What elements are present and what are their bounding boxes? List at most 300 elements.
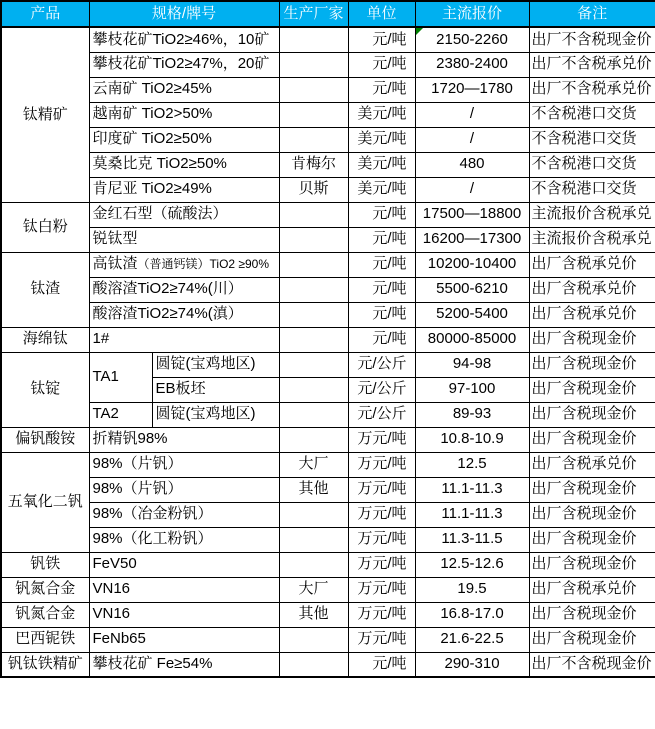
cell-text: 出厂含税承兑价 [531, 305, 637, 323]
cell-text: 元/吨 [372, 80, 407, 98]
table-row [1, 52, 655, 77]
cell-text: 偏钒酸铵 [15, 430, 76, 448]
cell-text: 酸溶渣TiO2≥74%(滇） [92, 305, 243, 323]
cell-unit [348, 52, 415, 77]
cell-note [529, 102, 655, 127]
cell-spec [89, 402, 152, 427]
table-row [1, 102, 655, 127]
cell-text: FeV50 [92, 555, 137, 573]
cell-text: 98%（冶金粉钒） [92, 505, 213, 523]
cell-note [529, 52, 655, 77]
cell-price [415, 427, 529, 452]
cell-spec [89, 652, 279, 677]
cell-spec [89, 577, 279, 602]
cell-spec [89, 327, 279, 352]
cell-text: 其他 [298, 480, 329, 498]
cell-price [415, 477, 529, 502]
cell-note [529, 452, 655, 477]
cell-note [529, 302, 655, 327]
cell-text: 莫桑比克 TiO2≥50% [92, 155, 227, 173]
cell-product [1, 552, 89, 577]
header-cell: 备注 [529, 1, 655, 27]
table-row [1, 152, 655, 177]
cell-unit [348, 127, 415, 152]
cell-spec [89, 552, 279, 577]
table-row [1, 527, 655, 552]
cell-price [415, 502, 529, 527]
cell-text: 出厂含税承兑价 [531, 280, 637, 298]
cell-text: 1720—1780 [431, 80, 513, 98]
table-row [1, 577, 655, 602]
cell-text: 不含税港口交货 [531, 155, 637, 173]
cell-spec [89, 27, 279, 52]
cell-text: 攀枝花矿TiO2≥46%，10矿 [92, 30, 270, 48]
cell-text: 万元/吨 [357, 605, 407, 623]
cell-spec [89, 152, 279, 177]
cell-text: 万元/吨 [357, 505, 407, 523]
cell-text-small: （普通钙镁）TiO2 ≥90% [137, 257, 270, 272]
cell-text: 万元/吨 [357, 430, 407, 448]
table-row [1, 627, 655, 652]
cell-mfr [279, 452, 348, 477]
cell-spec2 [152, 402, 279, 427]
table-row [1, 552, 655, 577]
cell-text: 圆锭(宝鸡地区) [155, 405, 256, 423]
cell-note [529, 477, 655, 502]
cell-text: 16.8-17.0 [440, 605, 504, 623]
cell-note [529, 27, 655, 52]
cell-spec [89, 302, 279, 327]
cell-price [415, 302, 529, 327]
cell-unit [348, 27, 415, 52]
cell-text: 出厂含税现金价 [531, 530, 637, 548]
cell-text: 元/公斤 [357, 355, 407, 373]
cell-unit [348, 352, 415, 377]
cell-text: 攀枝花矿TiO2≥47%，20矿 [92, 55, 270, 73]
cell-mfr [279, 352, 348, 377]
cell-unit [348, 527, 415, 552]
cell-unit [348, 252, 415, 277]
cell-text: 480 [459, 155, 485, 173]
cell-text: 元/吨 [372, 305, 407, 323]
cell-unit [348, 277, 415, 302]
cell-text: 肯梅尔 [291, 155, 337, 173]
cell-mfr [279, 327, 348, 352]
cell-price [415, 52, 529, 77]
cell-mfr [279, 77, 348, 102]
cell-text: 万元/吨 [357, 630, 407, 648]
cell-text: 19.5 [457, 580, 487, 598]
cell-text: 出厂不含税承兑价 [531, 80, 652, 98]
cell-text: 高钛渣 [92, 255, 138, 273]
table-row [1, 252, 655, 277]
cell-note [529, 652, 655, 677]
cell-price [415, 177, 529, 202]
table-header [1, 1, 655, 27]
cell-text: 元/公斤 [357, 405, 407, 423]
cell-text: 98%（化工粉钒） [92, 530, 213, 548]
cell-price [415, 27, 529, 52]
cell-product [1, 627, 89, 652]
cell-mfr [279, 627, 348, 652]
cell-price [415, 327, 529, 352]
cell-text: 主流报价含税承兑 [531, 230, 652, 248]
cell-text: 出厂不含税现金价 [531, 30, 652, 48]
cell-text: 印度矿 TiO2≥50% [92, 130, 212, 148]
table-row [1, 452, 655, 477]
cell-unit [348, 502, 415, 527]
table-row [1, 652, 655, 677]
cell-price [415, 627, 529, 652]
cell-mfr [279, 602, 348, 627]
cell-price [415, 377, 529, 402]
cell-text: 出厂含税现金价 [531, 630, 637, 648]
cell-text: 11.1-11.3 [441, 480, 503, 498]
cell-text: 美元/吨 [357, 180, 407, 198]
cell-text: 五氧化二钒 [7, 492, 83, 510]
header-cell: 单位 [348, 1, 415, 27]
cell-mfr [279, 277, 348, 302]
cell-price [415, 552, 529, 577]
cell-text: 元/吨 [372, 55, 407, 73]
table-body [1, 27, 655, 677]
cell-price [415, 227, 529, 252]
cell-text: 出厂含税现金价 [531, 430, 637, 448]
cell-unit [348, 302, 415, 327]
cell-text: 97-100 [448, 380, 496, 398]
cell-unit [348, 652, 415, 677]
cell-mfr [279, 302, 348, 327]
table-row [1, 427, 655, 452]
cell-spec [89, 477, 279, 502]
cell-text: 元/吨 [372, 255, 407, 273]
cell-text: 出厂含税现金价 [531, 330, 637, 348]
cell-product [1, 327, 89, 352]
cell-spec [89, 202, 279, 227]
cell-text: 大厂 [298, 455, 329, 473]
cell-spec [89, 227, 279, 252]
cell-text: 11.1-11.3 [441, 505, 503, 523]
cell-price [415, 252, 529, 277]
cell-text: 万元/吨 [357, 455, 407, 473]
cell-text: 21.6-22.5 [440, 630, 504, 648]
cell-mfr [279, 402, 348, 427]
cell-text: 金红石型（硫酸法） [92, 205, 228, 223]
table-row [1, 27, 655, 52]
table-row [1, 77, 655, 102]
cell-mfr [279, 127, 348, 152]
cell-text: 元/吨 [372, 205, 407, 223]
cell-text: VN16 [92, 580, 131, 598]
cell-text: 出厂含税现金价 [531, 555, 637, 573]
cell-price [415, 577, 529, 602]
cell-unit [348, 77, 415, 102]
cell-note [529, 227, 655, 252]
cell-spec [89, 177, 279, 202]
cell-unit [348, 402, 415, 427]
cell-spec [89, 627, 279, 652]
cell-text: 17500—18800 [422, 205, 522, 223]
cell-text: 美元/吨 [357, 130, 407, 148]
header-row [1, 1, 655, 27]
cell-text: 钛渣 [30, 280, 61, 298]
cell-text: 钒铁 [30, 555, 61, 573]
cell-price [415, 202, 529, 227]
cell-unit [348, 477, 415, 502]
cell-mfr [279, 102, 348, 127]
cell-mfr [279, 252, 348, 277]
cell-price [415, 127, 529, 152]
cell-note [529, 527, 655, 552]
cell-text: 元/吨 [372, 230, 407, 248]
cell-note [529, 202, 655, 227]
cell-text: 主流报价含税承兑 [531, 205, 652, 223]
cell-text: 出厂含税承兑价 [531, 580, 637, 598]
table-row [1, 502, 655, 527]
cell-note [529, 552, 655, 577]
cell-text: 钒氮合金 [15, 605, 76, 623]
cell-text: 万元/吨 [357, 480, 407, 498]
cell-text: 巴西铌铁 [15, 630, 76, 648]
cell-product [1, 252, 89, 327]
cell-mfr [279, 477, 348, 502]
cell-mfr [279, 27, 348, 52]
cell-spec2 [152, 377, 279, 402]
cell-product [1, 652, 89, 677]
cell-text: 锐钛型 [92, 230, 138, 248]
cell-text: 钒钛铁精矿 [7, 655, 83, 672]
cell-text: / [469, 105, 475, 123]
cell-mfr [279, 177, 348, 202]
cell-mfr [279, 552, 348, 577]
cell-text: 其他 [298, 605, 329, 623]
cell-mfr [279, 527, 348, 552]
cell-text: 290-310 [444, 655, 500, 672]
cell-note [529, 252, 655, 277]
cell-text: 钒氮合金 [15, 580, 76, 598]
cell-text: 海绵钛 [22, 330, 68, 348]
cell-note [529, 502, 655, 527]
cell-text: 攀枝花矿 Fe≥54% [92, 655, 213, 672]
cell-text: 5200-5400 [436, 305, 508, 323]
cell-mfr [279, 202, 348, 227]
cell-spec [89, 527, 279, 552]
cell-text: 出厂不含税现金价 [531, 655, 652, 672]
cell-spec2 [152, 352, 279, 377]
cell-price [415, 77, 529, 102]
cell-text: 出厂含税现金价 [531, 405, 637, 423]
cell-text: 出厂含税现金价 [531, 380, 637, 398]
cell-text: 5500-6210 [436, 280, 508, 298]
cell-spec [89, 102, 279, 127]
cell-note [529, 577, 655, 602]
cell-note [529, 377, 655, 402]
cell-text: 出厂含税现金价 [531, 505, 637, 523]
cell-text: 元/吨 [372, 655, 407, 672]
cell-text: 不含税港口交货 [531, 130, 637, 148]
cell-unit [348, 202, 415, 227]
cell-unit [348, 102, 415, 127]
table-row [1, 227, 655, 252]
cell-text: / [469, 180, 475, 198]
cell-price [415, 452, 529, 477]
cell-unit [348, 552, 415, 577]
cell-text: 98%（片钒） [92, 480, 183, 498]
cell-text: 元/吨 [372, 330, 407, 348]
cell-text: 钛白粉 [22, 217, 68, 235]
cell-mfr [279, 377, 348, 402]
cell-text: 元/公斤 [357, 380, 407, 398]
cell-text: 16200—17300 [422, 230, 522, 248]
cell-text: 越南矿 TiO2>50% [92, 105, 213, 123]
cell-unit [348, 577, 415, 602]
cell-text: 94-98 [452, 355, 492, 373]
cell-text: 10.8-10.9 [440, 430, 504, 448]
cell-mfr [279, 502, 348, 527]
cell-note [529, 152, 655, 177]
comment-marker-icon [416, 28, 423, 35]
cell-text: EB板坯 [155, 380, 206, 398]
cell-note [529, 402, 655, 427]
cell-text: 1# [92, 330, 110, 348]
table-row [1, 352, 655, 377]
cell-text: 89-93 [452, 405, 492, 423]
cell-text: 不含税港口交货 [531, 105, 637, 123]
cell-text: 云南矿 TiO2≥45% [92, 80, 212, 98]
cell-unit [348, 627, 415, 652]
cell-text: TA2 [92, 405, 119, 423]
cell-text: 2150-2260 [436, 30, 508, 48]
cell-note [529, 277, 655, 302]
cell-unit [348, 327, 415, 352]
cell-text: 不含税港口交货 [531, 180, 637, 198]
cell-spec [89, 127, 279, 152]
table-row [1, 327, 655, 352]
cell-unit [348, 177, 415, 202]
cell-spec [89, 77, 279, 102]
cell-text: 出厂不含税承兑价 [531, 55, 652, 73]
table-row [1, 602, 655, 627]
cell-text: / [469, 130, 475, 148]
cell-text: 12.5 [457, 455, 487, 473]
cell-product [1, 352, 89, 427]
cell-product [1, 202, 89, 252]
header-cell: 产品 [1, 1, 89, 27]
table-row [1, 402, 655, 427]
cell-mfr [279, 52, 348, 77]
cell-mfr [279, 152, 348, 177]
cell-product [1, 452, 89, 552]
cell-unit [348, 377, 415, 402]
cell-text: 11.3-11.5 [441, 530, 503, 548]
cell-spec [89, 502, 279, 527]
cell-unit [348, 152, 415, 177]
table-row [1, 302, 655, 327]
cell-text: 折精钒98% [92, 430, 168, 448]
cell-mfr [279, 577, 348, 602]
cell-text: 美元/吨 [357, 105, 407, 123]
cell-spec [89, 252, 279, 277]
table-row [1, 202, 655, 227]
cell-text: 出厂含税承兑价 [531, 255, 637, 273]
cell-unit [348, 227, 415, 252]
table-row [1, 127, 655, 152]
cell-mfr [279, 652, 348, 677]
cell-note [529, 427, 655, 452]
cell-note [529, 602, 655, 627]
cell-product [1, 577, 89, 602]
cell-text: VN16 [92, 605, 131, 623]
cell-text: 出厂含税承兑价 [531, 455, 637, 473]
cell-text: 元/吨 [372, 280, 407, 298]
cell-note [529, 327, 655, 352]
cell-spec [89, 52, 279, 77]
cell-price [415, 402, 529, 427]
cell-text: 钛精矿 [22, 105, 68, 123]
cell-text: TA1 [92, 367, 119, 385]
cell-note [529, 127, 655, 152]
table-row [1, 177, 655, 202]
header-cell: 主流报价 [415, 1, 529, 27]
header-cell: 规格/牌号 [89, 1, 279, 27]
cell-text: 美元/吨 [357, 155, 407, 173]
cell-text: 贝斯 [298, 180, 329, 198]
cell-text: 大厂 [298, 580, 329, 598]
cell-text: 98%（片钒） [92, 455, 183, 473]
cell-spec [89, 602, 279, 627]
cell-price [415, 602, 529, 627]
cell-text: 圆锭(宝鸡地区) [155, 355, 256, 373]
cell-text: 钛锭 [30, 380, 61, 398]
cell-text: 万元/吨 [357, 555, 407, 573]
cell-mfr [279, 227, 348, 252]
cell-text: 2380-2400 [436, 55, 508, 73]
cell-price [415, 652, 529, 677]
cell-text: 12.5-12.6 [440, 555, 504, 573]
cell-note [529, 177, 655, 202]
cell-text: 肯尼亚 TiO2≥49% [92, 180, 212, 198]
cell-note [529, 352, 655, 377]
cell-text: FeNb65 [92, 630, 146, 648]
cell-spec [89, 427, 279, 452]
cell-text: 10200-10400 [427, 255, 517, 273]
cell-price [415, 352, 529, 377]
cell-spec [89, 452, 279, 477]
cell-spec [89, 277, 279, 302]
table-row [1, 477, 655, 502]
cell-text: 出厂含税现金价 [531, 355, 637, 373]
cell-mfr [279, 427, 348, 452]
cell-price [415, 102, 529, 127]
cell-text: 元/吨 [372, 30, 407, 48]
cell-unit [348, 602, 415, 627]
table-row [1, 277, 655, 302]
cell-text: 酸溶渣TiO2≥74%(川） [92, 280, 243, 298]
cell-product [1, 27, 89, 202]
cell-text: 万元/吨 [357, 580, 407, 598]
cell-text: 万元/吨 [357, 530, 407, 548]
cell-note [529, 627, 655, 652]
cell-product [1, 427, 89, 452]
cell-price [415, 277, 529, 302]
cell-product [1, 602, 89, 627]
cell-spec [89, 352, 152, 402]
cell-price [415, 527, 529, 552]
cell-price [415, 152, 529, 177]
cell-text: 出厂含税现金价 [531, 480, 637, 498]
cell-unit [348, 452, 415, 477]
cell-text: 80000-85000 [427, 330, 517, 348]
